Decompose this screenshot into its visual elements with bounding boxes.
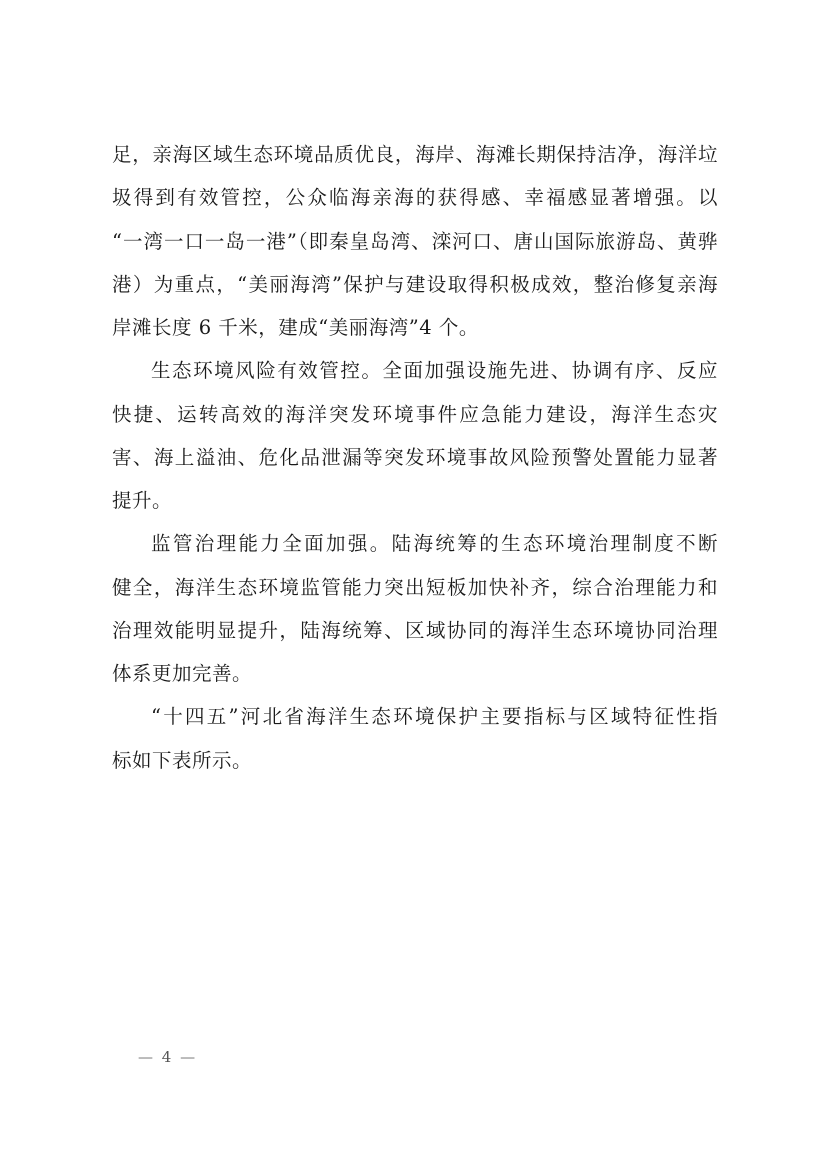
- paragraph-line: 圾得到有效管控，公众临海亲海的获得感、幸福感显著增强。以: [112, 186, 718, 209]
- paragraph-line: 治理效能明显提升，陆海统筹、区域协同的海洋生态环境协同治理: [112, 619, 718, 642]
- page-number: [136, 1048, 198, 1066]
- paragraph-line: 港）为重点，“美丽海湾”保护与建设取得积极成效，整治修复亲海: [112, 273, 718, 296]
- paragraph-line: 健全，海洋生态环境监管能力突出短板加快补齐，综合治理能力和: [112, 576, 718, 599]
- paragraph-line: 生态环境风险有效管控。全面加强设施先进、协调有序、反应: [151, 359, 718, 382]
- paragraph-line: 足，亲海区域生态环境品质优良，海岸、海滩长期保持洁净，海洋垃: [112, 143, 718, 166]
- page-number-left-dash: —: [138, 1048, 154, 1066]
- page-number-right-dash: —: [180, 1048, 197, 1066]
- paragraph-line: “十四五”河北省海洋生态环境保护主要指标与区域特征性指: [151, 705, 718, 728]
- paragraph-line: 标如下表所示。: [112, 749, 253, 772]
- paragraph-line: 快捷、运转高效的海洋突发环境事件应急能力建设，海洋生态灾: [112, 403, 718, 426]
- paragraph-line: 岸滩长度 6 千米，建成“美丽海湾”4 个。: [112, 316, 479, 339]
- paragraph-line: “一湾一口一岛一港”（即秦皇岛湾、滦河口、唐山国际旅游岛、黄骅: [112, 230, 718, 253]
- paragraph-line: 提升。: [112, 489, 173, 512]
- page-number-value: 4: [161, 1048, 173, 1066]
- paragraph-line: 监管治理能力全面加强。陆海统筹的生态环境治理制度不断: [151, 532, 718, 555]
- paragraph-line: 害、海上溢油、危化品泄漏等突发环境事故风险预警处置能力显著: [112, 446, 718, 469]
- paragraph-line: 体系更加完善。: [112, 662, 253, 685]
